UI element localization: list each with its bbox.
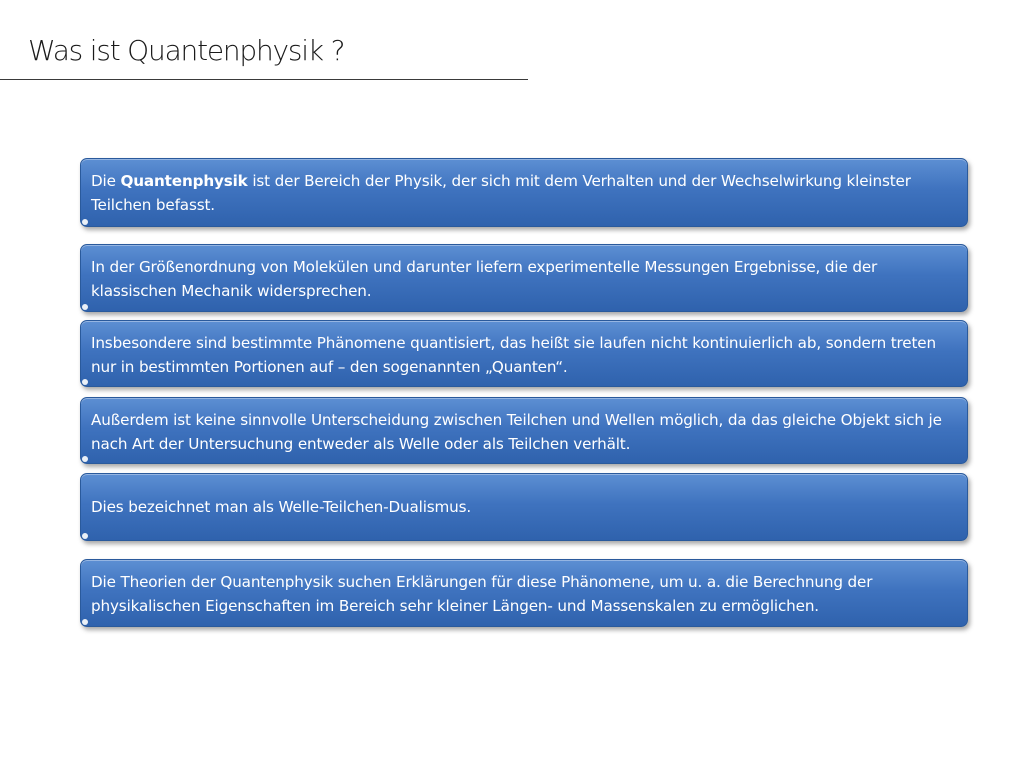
text-box-1-lead: Die [91,172,121,190]
text-box-4-text: Außerdem ist keine sinnvolle Unterscheidung zwischen Teilchen und Wellen möglich, da das gleiche Objekt sich je nach Art der Untersuchung entweder als Welle oder als Teilchen verhält. [91,411,942,453]
text-box-5-text: Dies bezeichnet man als Welle-Teilchen-Dualismus. [91,498,472,516]
slide-title: Was ist Quantenphysik ? [28,34,345,67]
text-box-4 [80,397,968,464]
text-box-6-text: Die Theorien der Quantenphysik suchen Erklärungen für diese Phänomene, um u. a. die Berechnung der physikalischen Eigenschaften im Bereich sehr kleiner Längen- und Massenskalen zu ermöglichen. [91,573,873,615]
text-box-3-text: Insbesondere sind bestimmte Phänomene quantisiert, das heißt sie laufen nicht kontinuierlich ab, sondern treten nur in bestimmten Portionen auf – den sogenannten „Quanten“. [91,334,936,376]
text-box-1 [80,158,968,227]
text-box-2-text: In der Größenordnung von Molekülen und darunter liefern experimentelle Messungen Ergebnisse, die der klassischen Mechanik widersprechen. [91,258,878,300]
text-box-2 [80,244,968,312]
text-box-1-bold-term: Quantenphysik [120,172,248,190]
text-box-5 [80,473,968,541]
text-box-1-text: ist der Bereich der Physik, der sich mit dem Verhalten und der Wechselwirkung kleinster Teilchen befasst. [91,172,911,214]
text-box-6 [80,559,968,627]
title-divider [0,79,528,80]
text-box-3 [80,320,968,387]
